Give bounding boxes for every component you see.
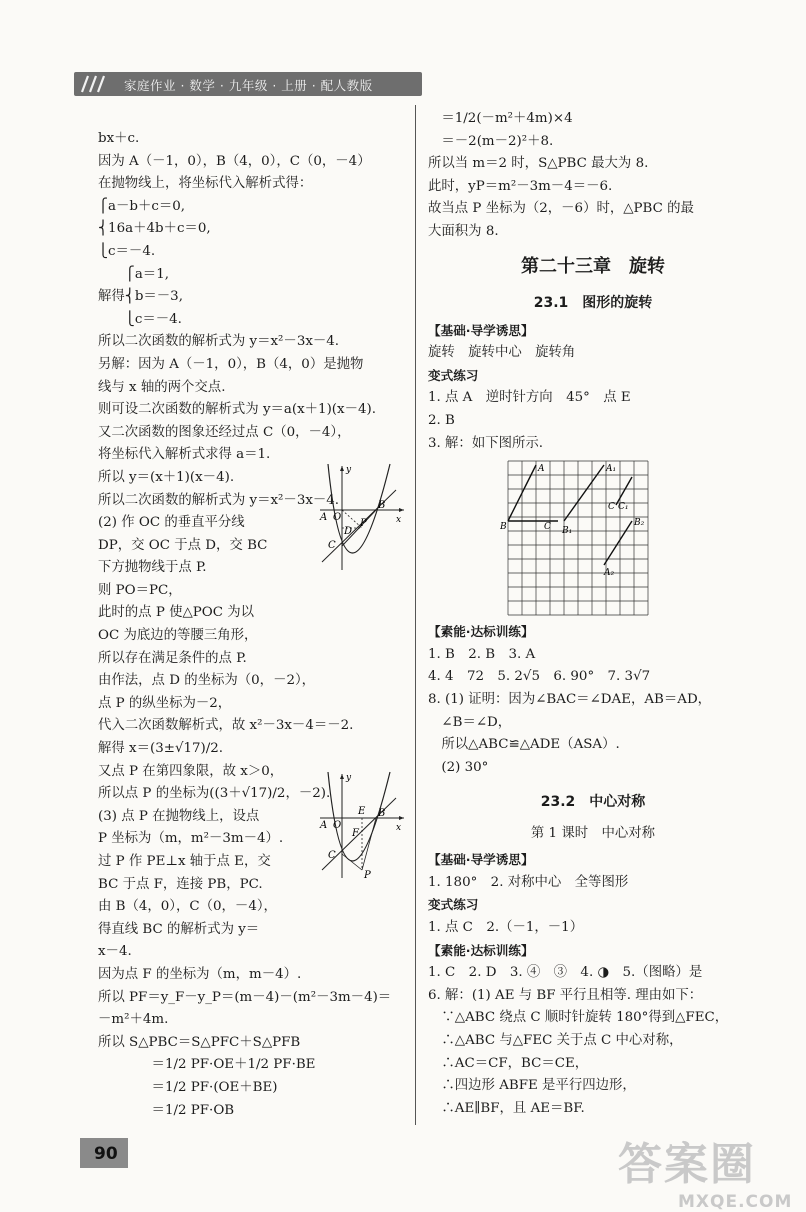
- sec2-line: 1. 点 C 2.（－1，－1）: [428, 920, 584, 936]
- fig1-label-o: O: [333, 512, 342, 523]
- page-number: 90: [94, 1144, 118, 1164]
- left-line: 所以 S△PBC＝S△PFC＋S△PFB: [98, 1034, 301, 1050]
- left-line: 由作法，点 D 的坐标为（0，－2），: [98, 673, 316, 689]
- left-line: 又点 P 在第四象限，故 x＞0，: [98, 763, 284, 779]
- grid-label-c-mid: C: [608, 502, 615, 513]
- sec2-line: ∵△ABC 绕点 C 顺时针旋转 180°得到△FEC，: [428, 1010, 729, 1026]
- right-top-line: 大面积为 8.: [428, 223, 499, 239]
- sec2-line: 【基础·导学诱思】: [428, 852, 534, 868]
- left-line: 所以存在满足条件的点 P.: [98, 650, 247, 666]
- column-divider: [415, 105, 416, 1125]
- left-line: 线与 x 轴的两个交点.: [98, 379, 226, 395]
- sec2-line: 1. C 2. D 3. ④ ③ 4. ◑ 5.（图略）是: [428, 965, 703, 981]
- left-line: ⎩c＝－4.: [98, 243, 156, 259]
- fig1-label-a: A: [320, 512, 328, 523]
- lesson-subtitle: 第 1 课时 中心对称: [530, 826, 656, 842]
- right-top-line: 所以当 m＝2 时，S△PBC 最大为 8.: [428, 156, 649, 172]
- sec2-line: 变式练习: [428, 897, 479, 913]
- grid-label-b: B: [500, 522, 507, 533]
- sec1-line: 3. 解：如下图所示.: [428, 435, 544, 451]
- watermark-logo: 答案圈: [618, 1139, 756, 1190]
- right-column: [428, 108, 758, 1120]
- left-line: BC 于点 F，连接 PB，PC.: [98, 876, 263, 892]
- left-line: ＝1/2 PF·OE＋1/2 PF·BE: [98, 1057, 316, 1073]
- sec1b-line: 8. (1) 证明：因为∠BAC＝∠DAE，AB＝AD，: [428, 691, 712, 707]
- fig1-label-b: B: [378, 500, 386, 511]
- fig2-label-x: x: [396, 823, 402, 833]
- sec1b-line: ∠B＝∠D，: [428, 714, 512, 730]
- left-line: 所以点 P 的坐标为((3＋√17)/2，－2).: [98, 786, 331, 802]
- fig2-label-b: B: [378, 808, 386, 819]
- fig1-label-d: D: [344, 526, 353, 537]
- left-line: 所以二次函数的解析式为 y＝x²－3x－4.: [98, 334, 340, 350]
- sec2-line: ∴四边形 ABFE 是平行四边形，: [428, 1078, 636, 1094]
- chapter-title: 第二十三章 旋转: [521, 255, 665, 277]
- watermark: [618, 1128, 792, 1212]
- left-line: OC 为底边的等腰三角形，: [98, 628, 258, 644]
- left-line: 另解：因为 A（－1，0），B（4，0）是抛物: [98, 356, 364, 372]
- sec2-line: 【素能·达标训练】: [428, 942, 534, 958]
- left-line: 由 B（4，0），C（0，－4），: [98, 899, 277, 915]
- parabola-figure-part2: [316, 462, 408, 574]
- left-line: (2) 作 OC 的垂直平分线: [98, 515, 245, 531]
- right-top-line: 此时，yP＝m²－3m－4＝－6.: [428, 178, 613, 194]
- fig1-label-c: C: [328, 540, 336, 551]
- slash-decoration-icon: [76, 74, 120, 94]
- sec1b-line: 4. 4 72 5. 2√5 6. 90° 7. 3√7: [428, 669, 651, 685]
- left-line: 点 P 的纵坐标为－2，: [98, 695, 232, 711]
- left-line: 过 P 作 PE⊥x 轴于点 E，交: [98, 854, 271, 869]
- fig2-label-e: E: [358, 806, 366, 817]
- left-line: 下方抛物线于点 P.: [98, 560, 207, 576]
- left-line: 因为点 F 的坐标为（m，m－4）.: [98, 966, 302, 982]
- left-line: 又二次函数的图象还经过点 C（0，－4），: [98, 424, 351, 440]
- left-line: ⎩c＝－4.: [98, 311, 182, 327]
- grid-label-b1: B₁: [562, 526, 573, 537]
- fig1-label-y: y: [346, 465, 352, 475]
- sec1b-line: 所以△ABC≌△ADE（ASA）.: [428, 737, 620, 753]
- rotation-grid-figure: [428, 455, 758, 621]
- right-top-line: 故当点 P 坐标为（2，－6）时，△PBC 的最: [428, 201, 694, 217]
- left-line: 所以 PF＝y_F－y_P＝(m－4)－(m²－3m－4)＝: [98, 989, 392, 1005]
- fig2-label-y: y: [346, 773, 352, 783]
- grid-label-b2: B₂: [634, 518, 645, 529]
- fig1-label-p: P: [360, 518, 367, 529]
- sec1-line: 2. B: [428, 412, 455, 428]
- fig2-label-o: O: [333, 820, 342, 831]
- sec1-line: 变式练习: [428, 367, 479, 383]
- left-line: ⎧a＝1,: [98, 266, 169, 282]
- left-line: DP，交 OC 于点 D，交 BC: [98, 537, 268, 553]
- sec1b-line: (2) 30°: [428, 759, 489, 775]
- sec1-line: 旋转 旋转中心 旋转角: [428, 345, 576, 361]
- sec1-line: 1. 点 A 逆时针方向 45° 点 E: [428, 390, 631, 406]
- left-line: 此时的点 P 使△POC 为以: [98, 605, 255, 621]
- header-title: 家庭作业 · 数学 · 九年级 · 上册 · 配人教版: [124, 78, 373, 93]
- left-line: 则可设二次函数的解析式为 y＝a(x＋1)(x－4).: [98, 402, 376, 418]
- grid-label-a: A: [538, 464, 545, 475]
- left-line: 将坐标代入解析式求得 a＝1.: [98, 447, 271, 463]
- right-top-line: ＝1/2(－m²＋4m)×4: [428, 111, 573, 126]
- sec2-line: ∴AC＝CF，BC＝CE，: [428, 1055, 589, 1071]
- fig2-label-f: F: [352, 828, 359, 839]
- left-line: 所以 y＝(x＋1)(x－4).: [98, 469, 235, 485]
- sec1-line: 【基础·导学诱思】: [428, 322, 534, 338]
- left-line: x－4.: [98, 944, 132, 960]
- sec1b-line: 【素能·达标训练】: [428, 624, 534, 640]
- grid-label-a1: A₁: [606, 464, 617, 475]
- fig2-label-c: C: [328, 850, 336, 861]
- left-line: 得直线 BC 的解析式为 y＝: [98, 921, 260, 937]
- fig1-label-x: x: [396, 515, 402, 525]
- left-line: bx＋c.: [98, 131, 140, 146]
- left-line: 解得⎨b＝－3,: [98, 289, 183, 305]
- left-line: 则 PO＝PC，: [98, 582, 182, 598]
- section-23-1-title: 23.1 图形的旋转: [533, 294, 653, 311]
- fig2-label-p: P: [364, 870, 371, 881]
- watermark-url: MXQE.COM: [678, 1192, 793, 1212]
- parabola-figure-part3: [316, 770, 408, 882]
- left-line: ＝1/2 PF·OB: [98, 1102, 235, 1118]
- sec2-line: ∴△ABC 与△FEC 关于点 C 中心对称，: [428, 1033, 683, 1049]
- fig2-label-a: A: [320, 820, 328, 831]
- section-23-2-title: 23.2 中心对称: [540, 794, 646, 811]
- sec2-line: 1. 180° 2. 对称中心 全等图形: [428, 874, 629, 890]
- left-line: 代入二次函数解析式，故 x²－3x－4＝－2.: [98, 718, 354, 734]
- left-line: 解得 x＝(3±√17)/2.: [98, 741, 224, 757]
- grid-label-a2: A₂: [604, 568, 615, 579]
- left-line: ⎧a－b＋c＝0,: [98, 198, 186, 214]
- left-line: (3) 点 P 在抛物线上，设点: [98, 808, 260, 824]
- grid-label-c: C: [544, 522, 551, 533]
- left-column: [98, 128, 410, 1122]
- grid-label-c1: C₁: [618, 502, 629, 513]
- sec1b-line: 1. B 2. B 3. A: [428, 646, 536, 662]
- left-line: 在抛物线上，将坐标代入解析式得：: [98, 176, 313, 192]
- left-line: ＝1/2 PF·(OE＋BE): [98, 1079, 278, 1095]
- left-line: ⎨16a＋4b＋c＝0,: [98, 221, 211, 237]
- right-top-line: ＝－2(m－2)²＋8.: [428, 133, 554, 149]
- left-line: －m²＋4m.: [98, 1012, 169, 1028]
- sec2-line: ∴AE∥BF，且 AE＝BF.: [428, 1100, 585, 1116]
- left-line: P 坐标为（m，m²－3m－4）.: [98, 831, 284, 847]
- left-line: 因为 A（－1，0），B（4，0），C（0，－4）: [98, 153, 371, 169]
- left-line: 所以二次函数的解析式为 y＝x²－3x－4.: [98, 492, 340, 508]
- sec2-line: 6. 解：(1) AE 与 BF 平行且相等. 理由如下：: [428, 987, 703, 1003]
